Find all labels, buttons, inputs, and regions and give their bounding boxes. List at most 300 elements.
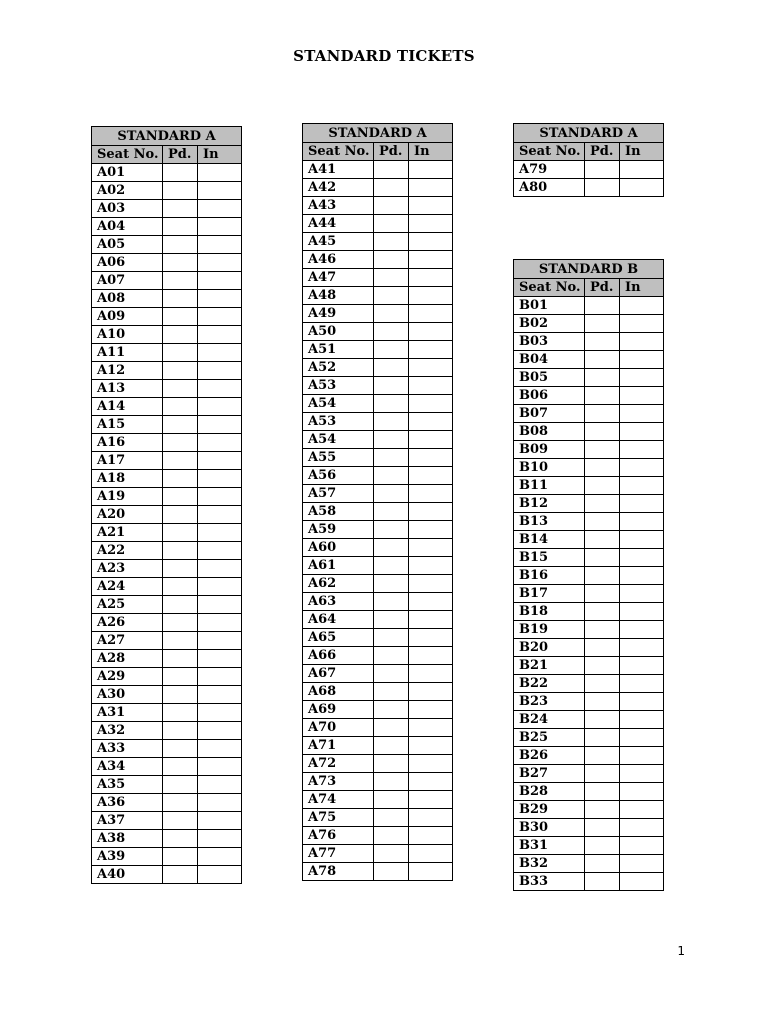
in-cell [409,701,453,719]
table-row [514,297,664,315]
in-cell [198,218,242,236]
in-cell [409,863,453,881]
table-row [514,765,664,783]
paid-cell [374,161,409,179]
in-cell [409,215,453,233]
paid-cell [374,413,409,431]
in-cell [620,747,664,765]
seat-number-cell: B01 [514,297,585,315]
table-row [92,164,242,182]
seat-number-cell: B03 [514,333,585,351]
seat-number-cell: B14 [514,531,585,549]
table-row [514,603,664,621]
table-row [514,549,664,567]
paid-cell [585,711,620,729]
seat-table-standard-b [513,259,664,891]
paid-cell [585,387,620,405]
seat-number-cell: B28 [514,783,585,801]
paid-cell [374,269,409,287]
table-row [303,269,453,287]
paid-cell [585,729,620,747]
in-cell [409,791,453,809]
table-row [303,359,453,377]
seat-number-cell: B33 [514,873,585,891]
paid-cell [374,341,409,359]
in-cell [409,755,453,773]
paid-cell [163,416,198,434]
table-row [514,837,664,855]
seat-number-cell: A76 [303,827,374,845]
table-title-row [514,260,664,279]
seat-no-header: Seat No. [514,279,585,297]
paid-cell [163,668,198,686]
seat-number-cell: A03 [92,200,163,218]
in-cell [620,801,664,819]
in-cell [620,441,664,459]
paid-cell [163,614,198,632]
in-cell [198,866,242,884]
seat-number-cell: A75 [303,809,374,827]
in-cell [198,380,242,398]
paid-cell [374,701,409,719]
in-cell [198,488,242,506]
table-row [303,413,453,431]
table-row [92,326,242,344]
seat-table-standard-a-3 [513,123,664,197]
table-row [92,452,242,470]
in-cell [620,657,664,675]
paid-cell [163,704,198,722]
seat-no-header: Seat No. [92,146,163,164]
in-cell [620,297,664,315]
in-cell [198,236,242,254]
table-row [303,647,453,665]
in-cell [409,593,453,611]
column-header-row [92,146,242,164]
paid-cell [585,405,620,423]
paid-cell [163,254,198,272]
in-cell [620,873,664,891]
seat-number-cell: B13 [514,513,585,531]
seat-no-header: Seat No. [303,143,374,161]
in-cell [198,164,242,182]
table-row [514,531,664,549]
in-cell [620,495,664,513]
seat-number-cell: B05 [514,369,585,387]
table-row [92,470,242,488]
seat-number-cell: A24 [92,578,163,596]
in-cell [409,521,453,539]
seat-number-cell: A01 [92,164,163,182]
paid-cell [163,470,198,488]
paid-header: Pd. [163,146,198,164]
table-title: STANDARD A [514,124,664,143]
page-title: STANDARD TICKETS [293,47,475,65]
table-row [514,747,664,765]
paid-cell [163,506,198,524]
in-cell [198,560,242,578]
paid-cell [374,593,409,611]
seat-number-cell: A39 [92,848,163,866]
paid-cell [163,722,198,740]
paid-cell [163,812,198,830]
paid-cell [374,863,409,881]
seat-number-cell: B02 [514,315,585,333]
paid-cell [374,233,409,251]
in-cell [620,315,664,333]
seat-number-cell: A58 [303,503,374,521]
in-cell [620,369,664,387]
paid-cell [374,683,409,701]
seat-number-cell: A42 [303,179,374,197]
table-row [514,621,664,639]
in-cell [620,693,664,711]
table-row [92,488,242,506]
table-row [92,578,242,596]
seat-number-cell: A26 [92,614,163,632]
in-cell [198,308,242,326]
table-row [303,233,453,251]
paid-cell [163,326,198,344]
table-row [92,542,242,560]
paid-cell [163,740,198,758]
in-cell [409,557,453,575]
in-cell [409,449,453,467]
table-row [303,737,453,755]
table-row [92,866,242,884]
paid-cell [163,794,198,812]
table-row [303,575,453,593]
paid-cell [163,758,198,776]
paid-cell [585,423,620,441]
in-cell [198,434,242,452]
seat-number-cell: A69 [303,701,374,719]
seat-number-cell: B17 [514,585,585,603]
table-title: STANDARD A [303,124,453,143]
paid-cell [163,290,198,308]
in-cell [198,254,242,272]
table-row [92,200,242,218]
in-cell [409,305,453,323]
table-row [92,506,242,524]
in-cell [409,395,453,413]
in-cell [198,614,242,632]
seat-number-cell: B20 [514,639,585,657]
in-cell [409,665,453,683]
in-cell [198,794,242,812]
table-row [92,668,242,686]
seat-number-cell: A20 [92,506,163,524]
paid-cell [585,315,620,333]
paid-cell [374,503,409,521]
seat-number-cell: B16 [514,567,585,585]
paid-cell [374,791,409,809]
in-cell [620,333,664,351]
paid-cell [585,855,620,873]
table-row [303,539,453,557]
table-title: STANDARD B [514,260,664,279]
table-row [303,611,453,629]
table-row [303,773,453,791]
seat-number-cell: A15 [92,416,163,434]
in-cell [620,567,664,585]
table-row [303,863,453,881]
seat-number-cell: A57 [303,485,374,503]
in-cell [198,524,242,542]
paid-cell [374,287,409,305]
in-cell [620,387,664,405]
in-cell [409,503,453,521]
in-cell [409,161,453,179]
table-row [514,423,664,441]
seat-number-cell: A33 [92,740,163,758]
table-row [92,848,242,866]
seat-number-cell: A63 [303,593,374,611]
paid-cell [585,477,620,495]
in-cell [409,233,453,251]
seat-number-cell: A41 [303,161,374,179]
seat-number-cell: B21 [514,657,585,675]
seat-number-cell: B31 [514,837,585,855]
table-row [303,503,453,521]
in-cell [620,513,664,531]
seat-number-cell: B19 [514,621,585,639]
table-row [514,161,664,179]
in-cell [409,287,453,305]
in-cell [409,269,453,287]
table-row [303,593,453,611]
table-title-row [303,124,453,143]
in-cell [198,506,242,524]
seat-number-cell: A50 [303,323,374,341]
table-row [92,686,242,704]
paid-cell [585,531,620,549]
paid-cell [163,542,198,560]
seat-number-cell: A80 [514,179,585,197]
paid-cell [374,755,409,773]
paid-cell [585,585,620,603]
in-header: In [620,143,664,161]
in-cell [198,362,242,380]
seat-number-cell: A79 [514,161,585,179]
column-header-row [514,279,664,297]
in-cell [198,812,242,830]
seat-number-cell: A19 [92,488,163,506]
in-cell [198,776,242,794]
table-row [303,809,453,827]
seat-number-cell: B25 [514,729,585,747]
paid-cell [374,809,409,827]
seat-number-cell: A77 [303,845,374,863]
paid-cell [163,560,198,578]
seat-number-cell: A61 [303,557,374,575]
in-cell [198,722,242,740]
in-cell [409,467,453,485]
paid-cell [585,513,620,531]
in-cell [409,359,453,377]
table-row [92,434,242,452]
paid-cell [585,747,620,765]
table-row [92,560,242,578]
table-row [92,182,242,200]
seat-number-cell: B12 [514,495,585,513]
in-cell [620,351,664,369]
seat-number-cell: B04 [514,351,585,369]
seat-number-cell: A65 [303,629,374,647]
seat-number-cell: A34 [92,758,163,776]
table-title: STANDARD A [92,127,242,146]
seat-number-cell: A36 [92,794,163,812]
seat-number-cell: A71 [303,737,374,755]
seat-number-cell: B08 [514,423,585,441]
seat-number-cell: A35 [92,776,163,794]
in-cell [198,272,242,290]
table-row [303,179,453,197]
seat-number-cell: A73 [303,773,374,791]
table-row [92,794,242,812]
paid-cell [585,351,620,369]
seat-number-cell: A60 [303,539,374,557]
seat-number-cell: A11 [92,344,163,362]
paid-cell [163,524,198,542]
table-row [92,218,242,236]
paid-cell [374,449,409,467]
table-row [92,758,242,776]
paid-cell [163,272,198,290]
table-row [92,650,242,668]
seat-no-header: Seat No. [514,143,585,161]
paid-cell [163,866,198,884]
table-row [92,398,242,416]
paid-cell [374,179,409,197]
seat-number-cell: A29 [92,668,163,686]
seat-number-cell: A06 [92,254,163,272]
seat-number-cell: B06 [514,387,585,405]
seat-number-cell: B22 [514,675,585,693]
paid-cell [163,776,198,794]
in-cell [409,323,453,341]
in-cell [409,197,453,215]
seat-number-cell: A62 [303,575,374,593]
seat-number-cell: A31 [92,704,163,722]
seat-number-cell: A17 [92,452,163,470]
table-row [92,830,242,848]
table-row [92,236,242,254]
seat-number-cell: A21 [92,524,163,542]
seat-number-cell: A32 [92,722,163,740]
paid-cell [585,369,620,387]
in-cell [409,629,453,647]
in-cell [409,575,453,593]
in-cell [620,405,664,423]
paid-cell [374,719,409,737]
seat-number-cell: A68 [303,683,374,701]
table-row [303,845,453,863]
in-header: In [198,146,242,164]
paid-cell [163,686,198,704]
table-row [303,251,453,269]
seat-number-cell: A22 [92,542,163,560]
table-row [514,179,664,197]
paid-cell [585,441,620,459]
table-row [92,290,242,308]
seat-number-cell: B15 [514,549,585,567]
in-cell [620,603,664,621]
table-row [92,380,242,398]
in-cell [620,549,664,567]
paid-cell [374,395,409,413]
paid-cell [374,647,409,665]
paid-cell [585,639,620,657]
in-cell [409,485,453,503]
seat-number-cell: A44 [303,215,374,233]
in-cell [620,179,664,197]
table-row [303,341,453,359]
paid-cell [374,197,409,215]
table-row [514,459,664,477]
table-row [303,665,453,683]
seat-number-cell: A70 [303,719,374,737]
column-header-row [303,143,453,161]
table-row [303,629,453,647]
table-row [92,524,242,542]
in-cell [198,470,242,488]
table-row [303,755,453,773]
seat-number-cell: A46 [303,251,374,269]
paid-cell [585,819,620,837]
seat-number-cell: B10 [514,459,585,477]
in-cell [409,647,453,665]
seat-number-cell: A43 [303,197,374,215]
in-cell [409,683,453,701]
table-row [303,431,453,449]
seat-number-cell: A67 [303,665,374,683]
in-cell [198,704,242,722]
seat-number-cell: B09 [514,441,585,459]
paid-cell [585,549,620,567]
table-row [303,791,453,809]
paid-cell [585,333,620,351]
seat-number-cell: A66 [303,647,374,665]
seat-number-cell: A49 [303,305,374,323]
in-cell [198,200,242,218]
in-cell [409,719,453,737]
paid-cell [585,657,620,675]
paid-cell [163,488,198,506]
in-cell [620,639,664,657]
seat-number-cell: A74 [303,791,374,809]
table-row [303,521,453,539]
seat-number-cell: A18 [92,470,163,488]
seat-number-cell: A09 [92,308,163,326]
in-cell [198,632,242,650]
in-cell [409,773,453,791]
table-row [514,405,664,423]
in-cell [620,711,664,729]
paid-cell [163,218,198,236]
table-row [514,567,664,585]
seat-number-cell: B23 [514,693,585,711]
in-cell [620,837,664,855]
table-row [303,377,453,395]
paid-cell [374,611,409,629]
paid-cell [163,596,198,614]
paid-cell [585,297,620,315]
paid-cell [374,431,409,449]
seat-number-cell: A52 [303,359,374,377]
paid-cell [374,629,409,647]
in-cell [620,621,664,639]
